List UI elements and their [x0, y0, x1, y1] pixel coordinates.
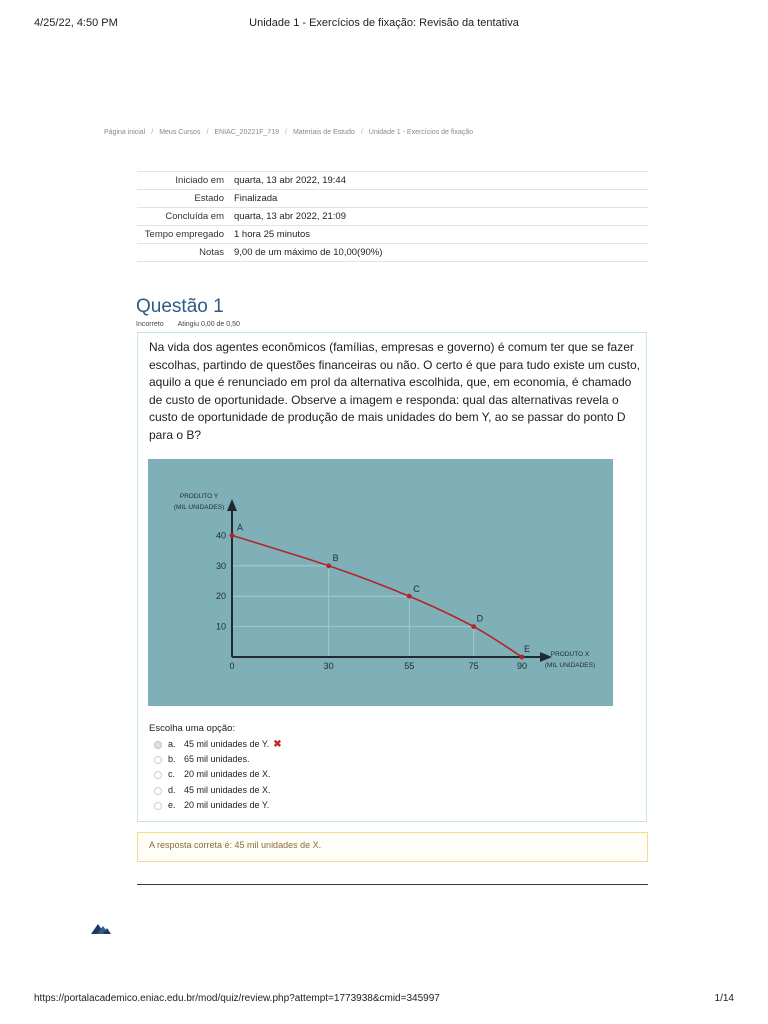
summary-label: Iniciado em [137, 172, 229, 190]
summary-row-completed [137, 208, 648, 226]
y-axis-label-line-2: (MIL UNIDADES) [173, 504, 225, 511]
summary-label: Tempo empregado [137, 226, 229, 244]
summary-label: Estado [137, 190, 229, 208]
x-tick-55: 55 [404, 661, 415, 671]
eniac-logo-icon [91, 922, 111, 934]
question-text: Na vida dos agentes econômicos (famílias, empresas e governo) é comum ter que se fazer escolhas, partindo de questões financeiras ou não. O certo é que para tudo existe um custo, aquilo a que é renunciado em prol da alternativa escolhida, que, em economia, é chamado de custo de oportunidade. Observe a imagem e responda: qual das alternativas revela o custo de oportunidade de produção de mais unidades do bem Y, ao se passar do ponto D para o B? [149, 340, 640, 442]
option-c[interactable] [154, 768, 271, 781]
point-D [471, 624, 476, 629]
question-grade: Atingiu 0,00 de 0,50 [177, 321, 240, 328]
radio-button[interactable] [154, 802, 162, 810]
option-a[interactable] [154, 738, 282, 751]
breadcrumb: Página inicial / Meus Cursos / ENIAC_20221F_719 / Materiais de Estudo / Unidade 1 - Exercícios de fixação [104, 129, 474, 136]
y-tick-20: 20 [215, 591, 226, 602]
summary-label: Concluída em [137, 208, 229, 226]
option-letter: e. [168, 800, 176, 810]
x-axis-label-line-2: (MIL UNIDADES) [544, 662, 596, 669]
question-title: Questão 1 [136, 296, 224, 317]
option-text: 45 mil unidades de X. [184, 785, 271, 795]
summary-value: 9,00 de um máximo de 10,00(90%) [229, 244, 648, 262]
point-A [230, 533, 235, 538]
breadcrumb-materials[interactable]: Materiais de Estudo [292, 129, 355, 136]
correct-answer-feedback: A resposta correta é: 45 mil unidades de X. [137, 832, 648, 862]
option-letter: d. [168, 785, 176, 795]
x-axis-label-line-1: PRODUTO X [550, 651, 590, 658]
option-text: 65 mil unidades. [184, 754, 250, 764]
option-letter: c. [168, 769, 176, 779]
summary-label: Notas [137, 244, 229, 262]
print-datetime: 4/25/22, 4:50 PM [34, 17, 118, 29]
question-status [136, 321, 254, 328]
summary-row-grade [137, 244, 648, 262]
radio-button-selected[interactable] [154, 741, 162, 749]
point-label-B: B [332, 552, 339, 563]
option-b[interactable] [154, 753, 250, 766]
option-text: 20 mil unidades de Y. [184, 800, 270, 810]
option-text: 45 mil unidades de Y. [184, 739, 270, 749]
choose-option-label: Escolha uma opção: [149, 723, 236, 734]
breadcrumb-my-courses[interactable]: Meus Cursos [159, 129, 201, 136]
summary-value: quarta, 13 abr 2022, 19:44 [229, 172, 648, 190]
print-page-number: 1/14 [714, 993, 734, 1004]
x-tick-0: 0 [229, 661, 235, 671]
radio-button[interactable] [154, 771, 162, 779]
x-tick-90: 90 [516, 661, 528, 671]
summary-value: 1 hora 25 minutos [229, 226, 648, 244]
summary-row-state [137, 190, 648, 208]
point-E [520, 655, 525, 660]
summary-value: Finalizada [229, 190, 648, 208]
breadcrumb-current[interactable]: Unidade 1 - Exercícios de fixação [368, 129, 474, 136]
point-label-E: E [524, 644, 531, 654]
option-text: 20 mil unidades de X. [184, 769, 271, 779]
print-page-title: Unidade 1 - Exercícios de fixação: Revisão da tentativa [249, 17, 519, 29]
point-label-C: C [413, 584, 420, 595]
x-tick-75: 75 [468, 661, 479, 671]
ppf-chart [148, 459, 613, 706]
breadcrumb-home[interactable]: Página inicial [104, 129, 146, 136]
point-label-D: D [476, 613, 484, 624]
point-B [326, 563, 331, 568]
incorrect-x-icon: ✖ [273, 739, 282, 750]
point-label-A: A [237, 522, 244, 533]
x-tick-30: 30 [323, 661, 334, 671]
summary-row-started [137, 172, 648, 190]
option-d[interactable] [154, 784, 271, 797]
attempt-summary-table [137, 171, 648, 262]
summary-row-time [137, 226, 648, 244]
option-letter: b. [168, 754, 176, 764]
section-divider [137, 884, 648, 885]
y-tick-30: 30 [215, 560, 226, 571]
summary-value: quarta, 13 abr 2022, 21:09 [229, 208, 648, 226]
option-letter: a. [168, 739, 176, 749]
y-axis-label-line-1: PRODUTO Y [179, 493, 219, 500]
y-tick-40: 40 [215, 530, 226, 541]
point-C [407, 594, 412, 599]
question-state: Incorreto [136, 321, 164, 328]
y-tick-10: 10 [215, 621, 226, 632]
print-url: https://portalacademico.eniac.edu.br/mod/quiz/review.php?attempt=1773938&cmid=345997 [34, 993, 440, 1004]
radio-button[interactable] [154, 787, 162, 795]
option-e[interactable] [154, 799, 269, 812]
breadcrumb-course[interactable]: ENIAC_20221F_719 [214, 129, 279, 136]
radio-button[interactable] [154, 756, 162, 764]
